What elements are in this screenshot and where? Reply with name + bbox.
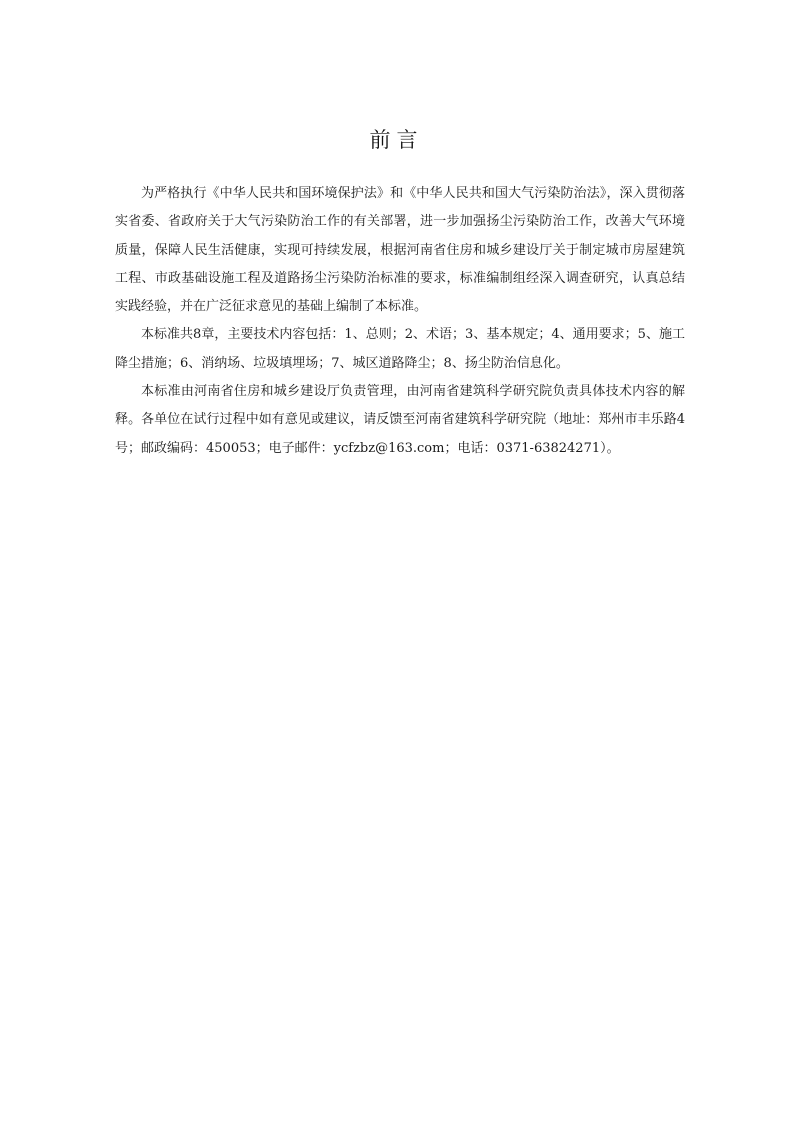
paragraph-purpose: 为严格执行《中华人民共和国环境保护法》和《中华人民共和国大气污染防治法》，深入贯彻落实省委、省政府关于大气污染防治工作的有关部署，进一步加强扬尘污染防治工作，改善大气环境质量，保障人民生活健康，实现可持续发展，根据河南省住房和城乡建设厅关于制定城市房屋建筑工程、市政基础设施工程及道路扬尘污染防治标准的要求，标准编制组经深入调查研究，认真总结实践经验，并在广泛征求意见的基础上编制了本标准。 — [115, 186, 685, 315]
page-title: 前言 — [369, 128, 424, 152]
paragraph-contact: 本标准由河南省住房和城乡建设厅负责管理，由河南省建筑科学研究院负责具体技术内容的解释。各单位在试行过程中如有意见或建议，请反馈至河南省建筑科学研究院（地址：郑州市丰乐路4号；邮政编码：450053；电子邮件：ycfzbz@163.com；电话：0371-63824271）。 — [115, 384, 685, 456]
preface-body — [115, 180, 685, 463]
paragraph-contents: 本标准共8章，主要技术内容包括：1、总则；2、术语；3、基本规定；4、通用要求；5、施工降尘措施；6、消纳场、垃圾填埋场；7、城区道路降尘；8、扬尘防治信息化。 — [115, 327, 685, 371]
